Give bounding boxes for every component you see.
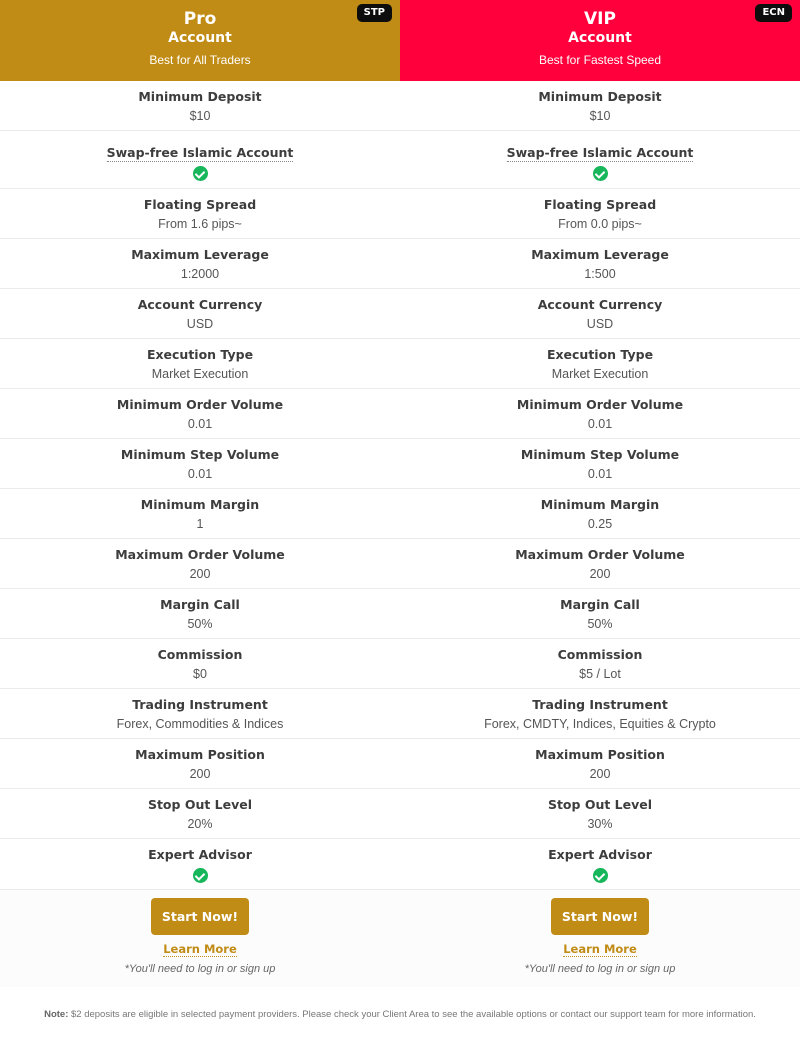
- pro-card-footer: [0, 890, 400, 987]
- row-value: 200: [189, 567, 211, 581]
- row-label: Margin Call: [560, 597, 640, 612]
- row-label: Stop Out Level: [147, 797, 253, 812]
- row-stop-out-level: [400, 789, 800, 839]
- row-label: Commission: [557, 647, 643, 662]
- row-label: Minimum Deposit: [138, 89, 262, 104]
- row-value: From 1.6 pips~: [158, 217, 242, 231]
- swap-free-tooltip-label[interactable]: Swap-free Islamic Account: [506, 145, 694, 160]
- vip-card-footer: [400, 890, 800, 987]
- row-expert-advisor: [0, 839, 400, 890]
- row-label: Minimum Deposit: [538, 89, 662, 104]
- row-value: 0.01: [587, 467, 613, 481]
- row-minimum-order-volume: [400, 389, 800, 439]
- swap-free-tooltip-label[interactable]: Swap-free Islamic Account: [106, 145, 294, 160]
- account-type-badge: STP: [357, 4, 392, 22]
- row-minimum-margin: [0, 489, 400, 539]
- row-value: 200: [189, 767, 211, 781]
- start-now-button[interactable]: Start Now!: [151, 898, 249, 935]
- row-margin-call: [0, 589, 400, 639]
- row-label: Margin Call: [160, 597, 240, 612]
- row-value: 0.25: [587, 517, 613, 531]
- row-account-currency: [0, 289, 400, 339]
- row-minimum-step-volume: [400, 439, 800, 489]
- login-note: *You'll need to log in or sign up: [124, 963, 276, 975]
- row-value: USD: [186, 317, 214, 331]
- row-value: 50%: [187, 617, 213, 631]
- account-subtitle: Account: [568, 30, 632, 46]
- row-maximum-order-volume: [0, 539, 400, 589]
- row-label: Expert Advisor: [548, 847, 652, 862]
- login-note: *You'll need to log in or sign up: [524, 963, 676, 975]
- account-subtitle: Account: [168, 30, 232, 46]
- row-swap-free: [400, 131, 800, 189]
- row-label: Commission: [157, 647, 243, 662]
- row-account-currency: [400, 289, 800, 339]
- row-trading-instrument: [0, 689, 400, 739]
- learn-more-link[interactable]: Learn More: [163, 942, 237, 956]
- row-value: 200: [589, 567, 611, 581]
- row-label: Execution Type: [146, 347, 254, 362]
- row-expert-advisor: [400, 839, 800, 890]
- row-label: Minimum Step Volume: [120, 447, 280, 462]
- row-value: USD: [586, 317, 614, 331]
- footnote-label: Note:: [44, 1009, 69, 1020]
- row-maximum-order-volume: [400, 539, 800, 589]
- row-label: Floating Spread: [143, 197, 257, 212]
- row-label: Minimum Order Volume: [116, 397, 284, 412]
- row-trading-instrument: [400, 689, 800, 739]
- row-minimum-order-volume: [0, 389, 400, 439]
- row-maximum-leverage: [0, 239, 400, 289]
- row-label: Account Currency: [137, 297, 263, 312]
- row-label: Maximum Order Volume: [115, 547, 285, 562]
- row-commission: [400, 639, 800, 689]
- row-value: $10: [589, 109, 611, 123]
- check-circle-icon: [593, 166, 608, 181]
- row-value: 1: [196, 517, 204, 531]
- row-label: Maximum Order Volume: [515, 547, 685, 562]
- row-label: Trading Instrument: [132, 697, 268, 712]
- row-label: Maximum Leverage: [131, 247, 269, 262]
- row-commission: [0, 639, 400, 689]
- row-margin-call: [400, 589, 800, 639]
- check-circle-icon: [193, 166, 208, 181]
- row-minimum-deposit: [0, 81, 400, 131]
- row-value: 0.01: [587, 417, 613, 431]
- row-value: 50%: [587, 617, 613, 631]
- account-tagline: Best for Fastest Speed: [538, 53, 662, 67]
- account-tagline: Best for All Traders: [149, 53, 251, 67]
- feature-list: [0, 81, 400, 890]
- row-stop-out-level: [0, 789, 400, 839]
- check-circle-icon: [593, 868, 608, 883]
- account-name: Pro: [183, 9, 217, 29]
- row-maximum-leverage: [400, 239, 800, 289]
- pro-account-header: [0, 0, 400, 81]
- row-value: 0.01: [187, 467, 213, 481]
- row-label: Execution Type: [546, 347, 654, 362]
- deposit-footnote: [0, 1009, 800, 1020]
- row-label: Minimum Order Volume: [516, 397, 684, 412]
- row-label: Minimum Margin: [140, 497, 260, 512]
- row-label: Maximum Leverage: [531, 247, 669, 262]
- row-label: Floating Spread: [543, 197, 657, 212]
- row-value: 200: [589, 767, 611, 781]
- row-minimum-deposit: [400, 81, 800, 131]
- row-label: Maximum Position: [535, 747, 665, 762]
- footnote-text: $2 deposits are eligible in selected payment providers. Please check your Client Area to see the available options or contact our support team for more information.: [71, 1009, 756, 1020]
- row-value: 0.01: [187, 417, 213, 431]
- row-label: Minimum Step Volume: [520, 447, 680, 462]
- row-minimum-step-volume: [0, 439, 400, 489]
- row-execution-type: [400, 339, 800, 389]
- row-value: Forex, CMDTY, Indices, Equities & Crypto: [484, 717, 716, 731]
- row-value: $0: [193, 667, 207, 681]
- feature-list: [400, 81, 800, 890]
- account-type-badge: ECN: [755, 4, 792, 22]
- row-label: Account Currency: [537, 297, 663, 312]
- start-now-button[interactable]: Start Now!: [551, 898, 649, 935]
- row-execution-type: [0, 339, 400, 389]
- vip-account-header: [400, 0, 800, 81]
- row-value: 30%: [587, 817, 613, 831]
- row-label: Maximum Position: [135, 747, 265, 762]
- check-circle-icon: [193, 868, 208, 883]
- row-label: Trading Instrument: [532, 697, 668, 712]
- row-maximum-position: [400, 739, 800, 789]
- row-minimum-margin: [400, 489, 800, 539]
- row-label: Minimum Margin: [540, 497, 660, 512]
- row-swap-free: [0, 131, 400, 189]
- row-maximum-position: [0, 739, 400, 789]
- row-value: 20%: [187, 817, 213, 831]
- row-label: Stop Out Level: [547, 797, 653, 812]
- row-floating-spread: [400, 189, 800, 239]
- row-value: $5 / Lot: [579, 667, 621, 681]
- row-value: Market Execution: [151, 367, 249, 381]
- row-value: 1:2000: [180, 267, 220, 281]
- row-value: $10: [189, 109, 211, 123]
- vip-account-card: [400, 0, 800, 987]
- row-floating-spread: [0, 189, 400, 239]
- account-name: VIP: [584, 9, 616, 29]
- learn-more-link[interactable]: Learn More: [563, 942, 637, 956]
- row-value: Market Execution: [551, 367, 649, 381]
- pro-account-card: [0, 0, 400, 987]
- row-value: Forex, Commodities & Indices: [116, 717, 284, 731]
- row-value: From 0.0 pips~: [558, 217, 642, 231]
- row-label: Expert Advisor: [148, 847, 252, 862]
- row-value: 1:500: [584, 267, 616, 281]
